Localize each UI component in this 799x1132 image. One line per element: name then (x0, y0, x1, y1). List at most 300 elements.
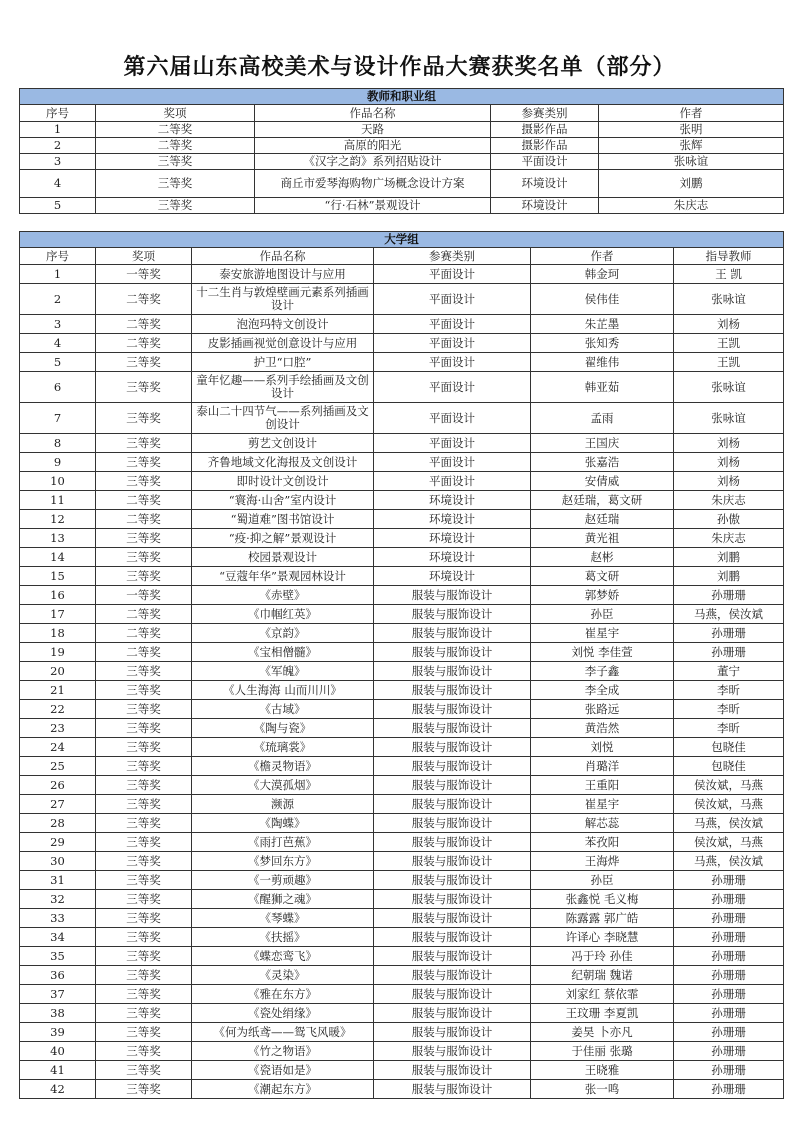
table-cell: 孙珊珊 (674, 985, 784, 1004)
table-cell: 平面设计 (374, 372, 531, 403)
university-award-table (19, 231, 784, 1099)
table-cell: 孙珊珊 (674, 1004, 784, 1023)
table-cell: 32 (20, 890, 96, 909)
table-cell: 马燕，侯汝斌 (674, 814, 784, 833)
table-cell: 孙傲 (674, 510, 784, 529)
table-cell: 三等奖 (96, 154, 255, 170)
table-cell: 三等奖 (96, 795, 192, 814)
table-cell: 张路远 (531, 700, 674, 719)
table-cell: 孙珊珊 (674, 1080, 784, 1099)
table-row (20, 605, 784, 624)
table-cell: 2 (20, 138, 96, 154)
table-row (20, 833, 784, 852)
table-cell: 服装与服饰设计 (374, 833, 531, 852)
table-cell: 孙臣 (531, 871, 674, 890)
table-cell: 22 (20, 700, 96, 719)
column-header: 奖项 (96, 105, 255, 122)
table-cell: 李子鑫 (531, 662, 674, 681)
column-header: 参赛类别 (491, 105, 599, 122)
table-cell: 赵廷瑞 (531, 510, 674, 529)
table-cell: “豆蔻年华”景观园林设计 (192, 567, 374, 586)
table-cell: 侯汝斌，马燕 (674, 776, 784, 795)
table-cell: 平面设计 (374, 353, 531, 372)
table-cell: 环境设计 (374, 491, 531, 510)
table-cell: 三等奖 (96, 403, 192, 434)
table-cell: 孙珊珊 (674, 909, 784, 928)
table-cell: 侯伟佳 (531, 284, 674, 315)
table-cell: 3 (20, 315, 96, 334)
table-cell: 8 (20, 434, 96, 453)
table-cell: 三等奖 (96, 662, 192, 681)
table-cell: 三等奖 (96, 1042, 192, 1061)
table-cell: 服装与服饰设计 (374, 985, 531, 1004)
table-cell: 《宝相僧髓》 (192, 643, 374, 662)
table-row (20, 510, 784, 529)
table-row (20, 814, 784, 833)
table-row (20, 265, 784, 284)
table-cell: 二等奖 (96, 643, 192, 662)
table-cell: 马燕，侯汝斌 (674, 852, 784, 871)
table-cell: 服装与服饰设计 (374, 1061, 531, 1080)
table-cell: 孙珊珊 (674, 928, 784, 947)
table-cell: 姜昊 卜亦凡 (531, 1023, 674, 1042)
table-row (20, 624, 784, 643)
table-cell: “疫·抑之解”景观设计 (192, 529, 374, 548)
table-cell: 39 (20, 1023, 96, 1042)
table-cell: 郭梦娇 (531, 586, 674, 605)
table-cell: 马燕，侯汝斌 (674, 605, 784, 624)
table-cell: 《京韵》 (192, 624, 374, 643)
section-heading: 教师和职业组 (20, 89, 784, 105)
table-cell: 《琉璃裳》 (192, 738, 374, 757)
table-cell: 侯汝斌，马燕 (674, 795, 784, 814)
table-cell: 赵彬 (531, 548, 674, 567)
table-cell: 5 (20, 198, 96, 214)
table-cell: 服装与服饰设计 (374, 909, 531, 928)
column-header: 作品名称 (192, 248, 374, 265)
table-cell: 三等奖 (96, 890, 192, 909)
table-cell: 三等奖 (96, 1061, 192, 1080)
table-cell: 护卫“口腔” (192, 353, 374, 372)
table-cell: 三等奖 (96, 909, 192, 928)
table-row (20, 947, 784, 966)
table-cell: 一等奖 (96, 586, 192, 605)
table-cell: 朱庆志 (599, 198, 784, 214)
table-cell: 孙珊珊 (674, 643, 784, 662)
table-cell: 二等奖 (96, 122, 255, 138)
table-cell: 34 (20, 928, 96, 947)
table-cell: 三等奖 (96, 548, 192, 567)
table-row (20, 138, 784, 154)
table-row (20, 928, 784, 947)
table-row (20, 403, 784, 434)
table-cell: 服装与服饰设计 (374, 1080, 531, 1099)
table-cell: 张咏谊 (674, 372, 784, 403)
table-cell: 孙珊珊 (674, 624, 784, 643)
table-cell: 三等奖 (96, 966, 192, 985)
table-cell: 平面设计 (374, 453, 531, 472)
table-cell: 服装与服饰设计 (374, 1023, 531, 1042)
table-cell: 环境设计 (374, 567, 531, 586)
table-cell: 三等奖 (96, 700, 192, 719)
table-cell: 《何为纸鸢——鸳飞风暖》 (192, 1023, 374, 1042)
table-cell: 许译心 李晓慧 (531, 928, 674, 947)
table-cell: 张咏谊 (674, 403, 784, 434)
table-cell: 安倩威 (531, 472, 674, 491)
table-row (20, 122, 784, 138)
table-cell: 平面设计 (374, 265, 531, 284)
table-cell: 三等奖 (96, 372, 192, 403)
table-cell: 童年忆趣——系列手绘插画及文创设计 (192, 372, 374, 403)
table-cell: 23 (20, 719, 96, 738)
table-cell: 摄影作品 (491, 122, 599, 138)
table-row (20, 529, 784, 548)
table-row (20, 567, 784, 586)
table-cell: 平面设计 (374, 434, 531, 453)
table-cell: 25 (20, 757, 96, 776)
table-cell: “行·石林”景观设计 (255, 198, 491, 214)
table-cell: 平面设计 (374, 334, 531, 353)
table-cell: 35 (20, 947, 96, 966)
table-row (20, 1080, 784, 1099)
table-cell: 《陶与瓷》 (192, 719, 374, 738)
table-cell: 三等奖 (96, 947, 192, 966)
table-header-row (20, 105, 784, 122)
table-row (20, 284, 784, 315)
table-row (20, 453, 784, 472)
table-cell: 36 (20, 966, 96, 985)
table-cell: 7 (20, 403, 96, 434)
table-cell: 齐鲁地域文化海报及文创设计 (192, 453, 374, 472)
table-cell: 28 (20, 814, 96, 833)
table-cell: 41 (20, 1061, 96, 1080)
table-cell: 三等奖 (96, 567, 192, 586)
table-cell: 王 凯 (674, 265, 784, 284)
table-cell: 十二生肖与敦煌壁画元素系列插画设计 (192, 284, 374, 315)
column-header: 奖项 (96, 248, 192, 265)
table-cell: 张一鸣 (531, 1080, 674, 1099)
table-cell: 4 (20, 334, 96, 353)
table-cell: 王晓雅 (531, 1061, 674, 1080)
table-cell: 5 (20, 353, 96, 372)
table-cell: 《瓷语如是》 (192, 1061, 374, 1080)
table-cell: 三等奖 (96, 1004, 192, 1023)
table-cell: 皮影插画视觉创意设计与应用 (192, 334, 374, 353)
table-cell: 服装与服饰设计 (374, 719, 531, 738)
table-cell: “蜀道难”图书馆设计 (192, 510, 374, 529)
teacher-award-table (19, 88, 784, 214)
table-cell: 葛文研 (531, 567, 674, 586)
table-cell: 陈露露 郭广皓 (531, 909, 674, 928)
table-cell: 三等奖 (96, 776, 192, 795)
table-cell: 苯孜阳 (531, 833, 674, 852)
table-cell: 崔星宇 (531, 795, 674, 814)
column-header: 序号 (20, 105, 96, 122)
table-cell: 翟维伟 (531, 353, 674, 372)
table-cell: 服装与服饰设计 (374, 795, 531, 814)
table-cell: 李昕 (674, 681, 784, 700)
table-cell: 高原的阳光 (255, 138, 491, 154)
table-cell: 服装与服饰设计 (374, 1004, 531, 1023)
table-cell: 刘家红 蔡依霏 (531, 985, 674, 1004)
table-row (20, 472, 784, 491)
table-cell: 服装与服饰设计 (374, 605, 531, 624)
column-header: 序号 (20, 248, 96, 265)
table-cell: 张明 (599, 122, 784, 138)
table-cell: 6 (20, 372, 96, 403)
table-cell: 三等奖 (96, 738, 192, 757)
table-cell: 环境设计 (374, 529, 531, 548)
table-cell: 校园景观设计 (192, 548, 374, 567)
table-row (20, 198, 784, 214)
table-cell: 环境设计 (374, 548, 531, 567)
table-cell: 李昕 (674, 700, 784, 719)
table-cell: 《竹之物语》 (192, 1042, 374, 1061)
table-cell: 摄影作品 (491, 138, 599, 154)
table-cell: 《蝶恋鸾飞》 (192, 947, 374, 966)
table-cell: 《巾帼红英》 (192, 605, 374, 624)
table-cell: 冯于玲 孙佳 (531, 947, 674, 966)
table-cell: 服装与服饰设计 (374, 852, 531, 871)
table-cell: 三等奖 (96, 434, 192, 453)
table-cell: 服装与服饰设计 (374, 890, 531, 909)
table-cell: 1 (20, 265, 96, 284)
table-cell: 董宁 (674, 662, 784, 681)
table-row (20, 1004, 784, 1023)
table-cell: 《潮起东方》 (192, 1080, 374, 1099)
table-cell: 孙珊珊 (674, 1042, 784, 1061)
table-cell: 服装与服饰设计 (374, 871, 531, 890)
table-cell: 《军魄》 (192, 662, 374, 681)
table-cell: 《扶摇》 (192, 928, 374, 947)
table-row (20, 334, 784, 353)
table-cell: 3 (20, 154, 96, 170)
table-cell: 刘鹏 (674, 548, 784, 567)
table-row (20, 434, 784, 453)
table-cell: 一等奖 (96, 265, 192, 284)
table-cell: 服装与服饰设计 (374, 662, 531, 681)
table-cell: 刘杨 (674, 434, 784, 453)
table-cell: 孙珊珊 (674, 890, 784, 909)
table-cell: 三等奖 (96, 198, 255, 214)
table-cell: 二等奖 (96, 138, 255, 154)
table-cell: 二等奖 (96, 334, 192, 353)
table-row (20, 719, 784, 738)
table-cell: 纪朝瑞 魏诺 (531, 966, 674, 985)
table-cell: 平面设计 (374, 284, 531, 315)
table-cell: 29 (20, 833, 96, 852)
table-cell: 24 (20, 738, 96, 757)
table-cell: 于佳丽 张璐 (531, 1042, 674, 1061)
table-cell: 二等奖 (96, 315, 192, 334)
table-row (20, 643, 784, 662)
section-heading: 大学组 (20, 232, 784, 248)
table-cell: 18 (20, 624, 96, 643)
page-title: 第六届山东高校美术与设计作品大赛获奖名单（部分） (123, 55, 676, 80)
table-cell: 张辉 (599, 138, 784, 154)
table-cell: 19 (20, 643, 96, 662)
table-cell: 21 (20, 681, 96, 700)
table-cell: 刘杨 (674, 472, 784, 491)
table-cell: 《琴蝶》 (192, 909, 374, 928)
table-cell: 13 (20, 529, 96, 548)
table-cell: 天路 (255, 122, 491, 138)
table-cell: 王凯 (674, 334, 784, 353)
table-cell: 《汉字之韵》系列招贴设计 (255, 154, 491, 170)
column-header: 作品名称 (255, 105, 491, 122)
column-header: 作者 (531, 248, 674, 265)
table-cell: 三等奖 (96, 719, 192, 738)
table-cell: “寰海·山舍”室内设计 (192, 491, 374, 510)
table-cell: 韩金珂 (531, 265, 674, 284)
table-cell: 王海烨 (531, 852, 674, 871)
table-cell: 朱庆志 (674, 529, 784, 548)
table-cell: 三等奖 (96, 928, 192, 947)
table-cell: 泡泡玛特文创设计 (192, 315, 374, 334)
table-row (20, 315, 784, 334)
table-cell: 剪艺文创设计 (192, 434, 374, 453)
table-cell: 朱庆志 (674, 491, 784, 510)
table-cell: 孙珊珊 (674, 586, 784, 605)
table-cell: 三等奖 (96, 985, 192, 1004)
table-cell: 环境设计 (374, 510, 531, 529)
table-row (20, 890, 784, 909)
table-cell: 三等奖 (96, 472, 192, 491)
table-row (20, 353, 784, 372)
table-cell: 9 (20, 453, 96, 472)
table-cell: 三等奖 (96, 852, 192, 871)
table-cell: 服装与服饰设计 (374, 624, 531, 643)
table-row (20, 852, 784, 871)
table-cell: 42 (20, 1080, 96, 1099)
table-cell: 泰山二十四节气——系列插画及文创设计 (192, 403, 374, 434)
table-cell: 孟雨 (531, 403, 674, 434)
table-row (20, 700, 784, 719)
table-cell: 《雨打芭蕉》 (192, 833, 374, 852)
table-cell: 平面设计 (374, 315, 531, 334)
column-header: 作者 (599, 105, 784, 122)
table-cell: 31 (20, 871, 96, 890)
table-row (20, 170, 784, 198)
table-cell: 《醒狮之魂》 (192, 890, 374, 909)
table-cell: 17 (20, 605, 96, 624)
table-row (20, 985, 784, 1004)
table-cell: 《一剪顽趣》 (192, 871, 374, 890)
table-cell: 12 (20, 510, 96, 529)
table-cell: 《雅在东方》 (192, 985, 374, 1004)
table-cell: 服装与服饰设计 (374, 814, 531, 833)
table-cell: 三等奖 (96, 353, 192, 372)
table-cell: 张咏谊 (599, 154, 784, 170)
table-cell: 李全成 (531, 681, 674, 700)
table-cell: 三等奖 (96, 453, 192, 472)
table-cell: 包晓佳 (674, 738, 784, 757)
table-cell: 肖璐洋 (531, 757, 674, 776)
table-row (20, 738, 784, 757)
table-cell: 张鑫悦 毛义梅 (531, 890, 674, 909)
table-row (20, 795, 784, 814)
table-row (20, 372, 784, 403)
table-cell: 服装与服饰设计 (374, 1042, 531, 1061)
table-cell: 服装与服饰设计 (374, 586, 531, 605)
table-cell: 服装与服饰设计 (374, 643, 531, 662)
table-cell: 服装与服饰设计 (374, 700, 531, 719)
table-cell: 27 (20, 795, 96, 814)
table-cell: 韩亚茹 (531, 372, 674, 403)
table-cell: 1 (20, 122, 96, 138)
table-cell: 张嘉浩 (531, 453, 674, 472)
table-cell: 二等奖 (96, 624, 192, 643)
table-cell: 泰安旅游地图设计与应用 (192, 265, 374, 284)
table-cell: 二等奖 (96, 491, 192, 510)
table-cell: 刘悦 (531, 738, 674, 757)
table-row (20, 1023, 784, 1042)
table-cell: 20 (20, 662, 96, 681)
table-row (20, 662, 784, 681)
table-cell: 商丘市爱琴海购物广场概念设计方案 (255, 170, 491, 198)
table-cell: 《大漠孤烟》 (192, 776, 374, 795)
table-cell: 平面设计 (374, 403, 531, 434)
table-cell: 李昕 (674, 719, 784, 738)
table-cell: 刘杨 (674, 453, 784, 472)
table-cell: 服装与服饰设计 (374, 947, 531, 966)
table-row (20, 491, 784, 510)
table-cell: 《灵染》 (192, 966, 374, 985)
table-cell: 《陶蝶》 (192, 814, 374, 833)
table-cell: 孙珊珊 (674, 966, 784, 985)
table-cell: 《檐灵物语》 (192, 757, 374, 776)
table-cell: 《梦回东方》 (192, 852, 374, 871)
table-row (20, 681, 784, 700)
table-row (20, 776, 784, 795)
table-cell: 黄浩然 (531, 719, 674, 738)
table-cell: 刘悦 李佳萱 (531, 643, 674, 662)
table-cell: 刘鹏 (599, 170, 784, 198)
table-cell: 王玟珊 李夏凯 (531, 1004, 674, 1023)
table-cell: 16 (20, 586, 96, 605)
table-cell: 服装与服饰设计 (374, 966, 531, 985)
table-cell: 孙珊珊 (674, 1061, 784, 1080)
table-cell: 孙臣 (531, 605, 674, 624)
table-cell: 二等奖 (96, 284, 192, 315)
table-cell: 王凯 (674, 353, 784, 372)
table-cell: 孙珊珊 (674, 871, 784, 890)
table-cell: 濒源 (192, 795, 374, 814)
table-row (20, 871, 784, 890)
table-cell: 服装与服饰设计 (374, 757, 531, 776)
table-cell: 14 (20, 548, 96, 567)
table-cell: 三等奖 (96, 833, 192, 852)
table-row (20, 548, 784, 567)
table-cell: 平面设计 (374, 472, 531, 491)
table-cell: 40 (20, 1042, 96, 1061)
table-header-row (20, 248, 784, 265)
column-header: 指导教师 (674, 248, 784, 265)
table-cell: 解芯蕊 (531, 814, 674, 833)
table-cell: 《古域》 (192, 700, 374, 719)
table-cell: 三等奖 (96, 814, 192, 833)
table-cell: 三等奖 (96, 529, 192, 548)
table-row (20, 966, 784, 985)
table-cell: 环境设计 (491, 170, 599, 198)
table-cell: 服装与服饰设计 (374, 681, 531, 700)
table-cell: 15 (20, 567, 96, 586)
table-cell: 三等奖 (96, 871, 192, 890)
table-row (20, 1061, 784, 1080)
table-cell: 赵廷瑞，葛文研 (531, 491, 674, 510)
table-cell: 侯汝斌，马燕 (674, 833, 784, 852)
table-cell: 二等奖 (96, 605, 192, 624)
